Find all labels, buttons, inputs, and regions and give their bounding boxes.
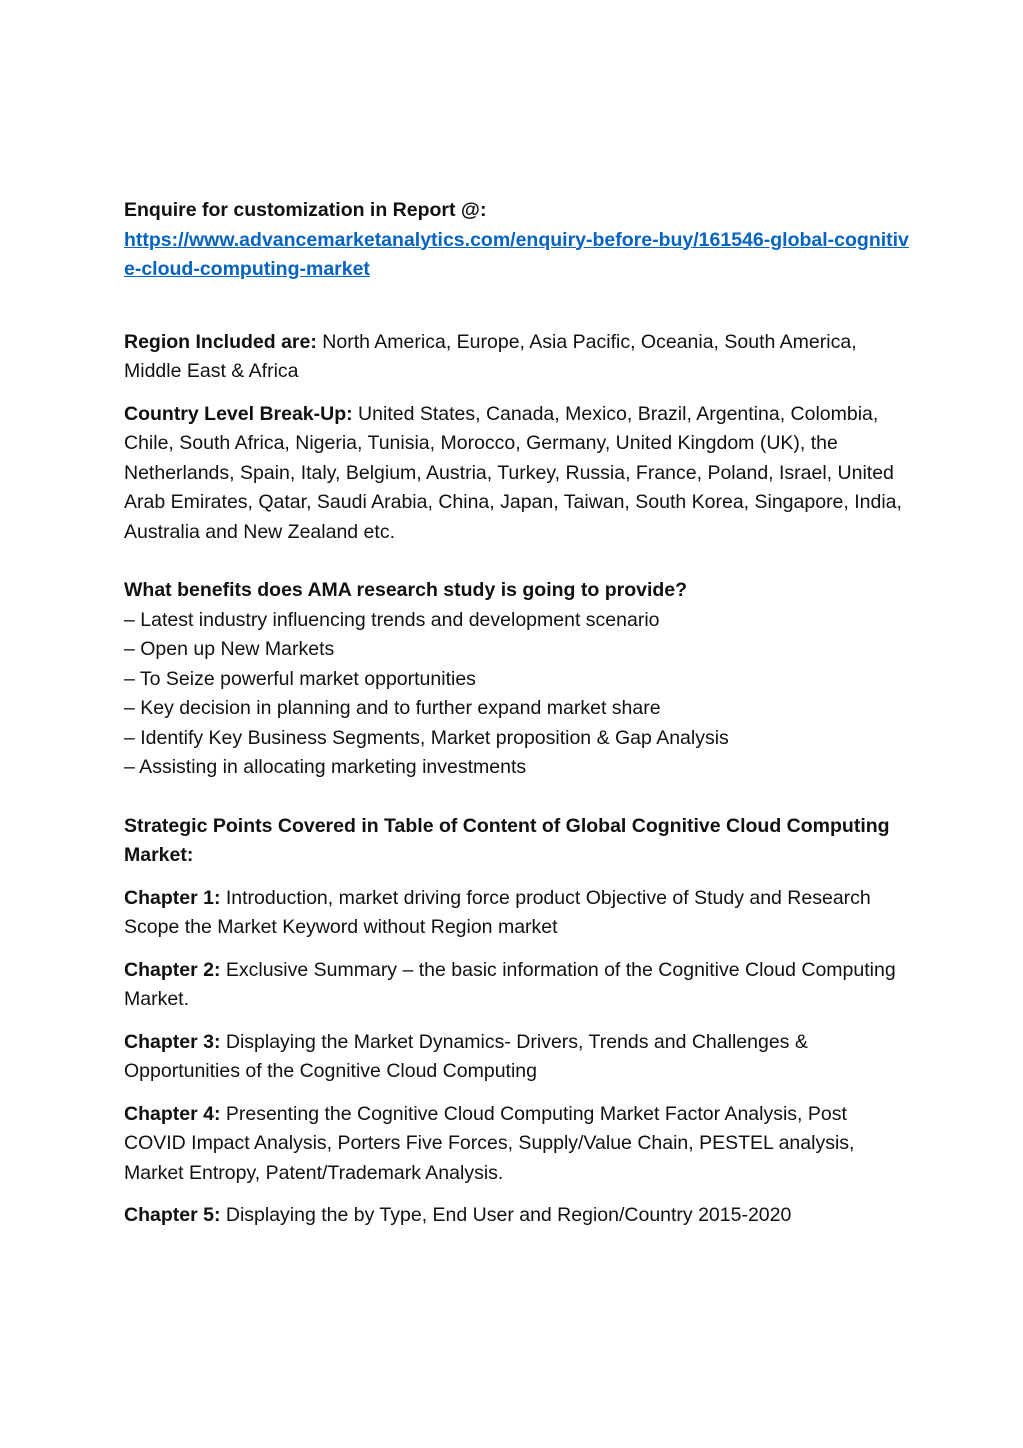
document-page bbox=[124, 196, 914, 1244]
country-label: Country Level Break-Up: bbox=[124, 402, 353, 425]
list-item: – To Seize powerful market opportunities bbox=[124, 667, 476, 690]
chapter-2 bbox=[124, 956, 914, 1015]
chapter-text: Introduction, market driving force product Objective of Study and Research Scope the Market Keyword without Region market bbox=[124, 886, 871, 938]
chapter-label: Chapter 1: bbox=[124, 886, 221, 909]
chapter-label: Chapter 5: bbox=[124, 1204, 221, 1226]
benefits-section bbox=[124, 576, 914, 783]
chapter-4 bbox=[124, 1100, 914, 1189]
chapter-text: Displaying the Market Dynamics- Drivers, Trends and Challenges & Opportunities of the Cognitive Cloud Computing bbox=[124, 1030, 808, 1082]
chapter-label: Chapter 4: bbox=[124, 1102, 221, 1125]
chapter-5 bbox=[124, 1201, 914, 1231]
list-item: – Identify Key Business Segments, Market proposition & Gap Analysis bbox=[124, 726, 729, 749]
toc-heading: Strategic Points Covered in Table of Content of Global Cognitive Cloud Computing Market: bbox=[124, 814, 890, 866]
benefits-heading: What benefits does AMA research study is going to provide? bbox=[124, 579, 688, 601]
region-text: North America, Europe, Asia Pacific, Oceania, South America, Middle East & Africa bbox=[124, 330, 857, 382]
chapter-1 bbox=[124, 884, 914, 943]
region-label: Region Included are: bbox=[124, 330, 317, 353]
country-text: United States, Canada, Mexico, Brazil, Argentina, Colombia, Chile, South Africa, Nigeria, Tunisia, Morocco, Germany, United Kingdom (UK), the Netherlands, Spain, Italy, Belgium, Austria, Turkey, Russia, France, Poland, Israel, United Arab Emirates, Qatar, Saudi Arabia, China, Japan, Taiwan, South Korea, Singapore, India, Australia and New Zealand etc. bbox=[124, 402, 902, 543]
list-item: – Latest industry influencing trends and development scenario bbox=[124, 608, 660, 631]
chapter-text: Presenting the Cognitive Cloud Computing Market Factor Analysis, Post COVID Impact Analysis, Porters Five Forces, Supply/Value Chain, PESTEL analysis, Market Entropy, Patent/Trademark Analysis. bbox=[124, 1102, 855, 1184]
chapter-label: Chapter 2: bbox=[124, 958, 221, 981]
chapter-3 bbox=[124, 1028, 914, 1087]
enquiry-link[interactable]: https://www.advancemarketanalytics.com/enquiry-before-buy/161546-global-cognitive-cloud-computing-market bbox=[124, 228, 909, 280]
list-item: – Assisting in allocating marketing investments bbox=[124, 756, 527, 778]
chapter-label: Chapter 3: bbox=[124, 1030, 221, 1053]
enquire-label: Enquire for customization in Report @: bbox=[124, 199, 487, 221]
country-paragraph bbox=[124, 400, 914, 548]
chapter-text: Displaying the by Type, End User and Region/Country 2015-2020 bbox=[220, 1204, 792, 1226]
enquire-section bbox=[124, 196, 914, 285]
list-item: – Open up New Markets bbox=[124, 638, 335, 660]
region-paragraph bbox=[124, 328, 914, 387]
list-item: – Key decision in planning and to further expand market share bbox=[124, 697, 661, 719]
chapter-text: Exclusive Summary – the basic information of the Cognitive Cloud Computing Market. bbox=[124, 958, 896, 1010]
